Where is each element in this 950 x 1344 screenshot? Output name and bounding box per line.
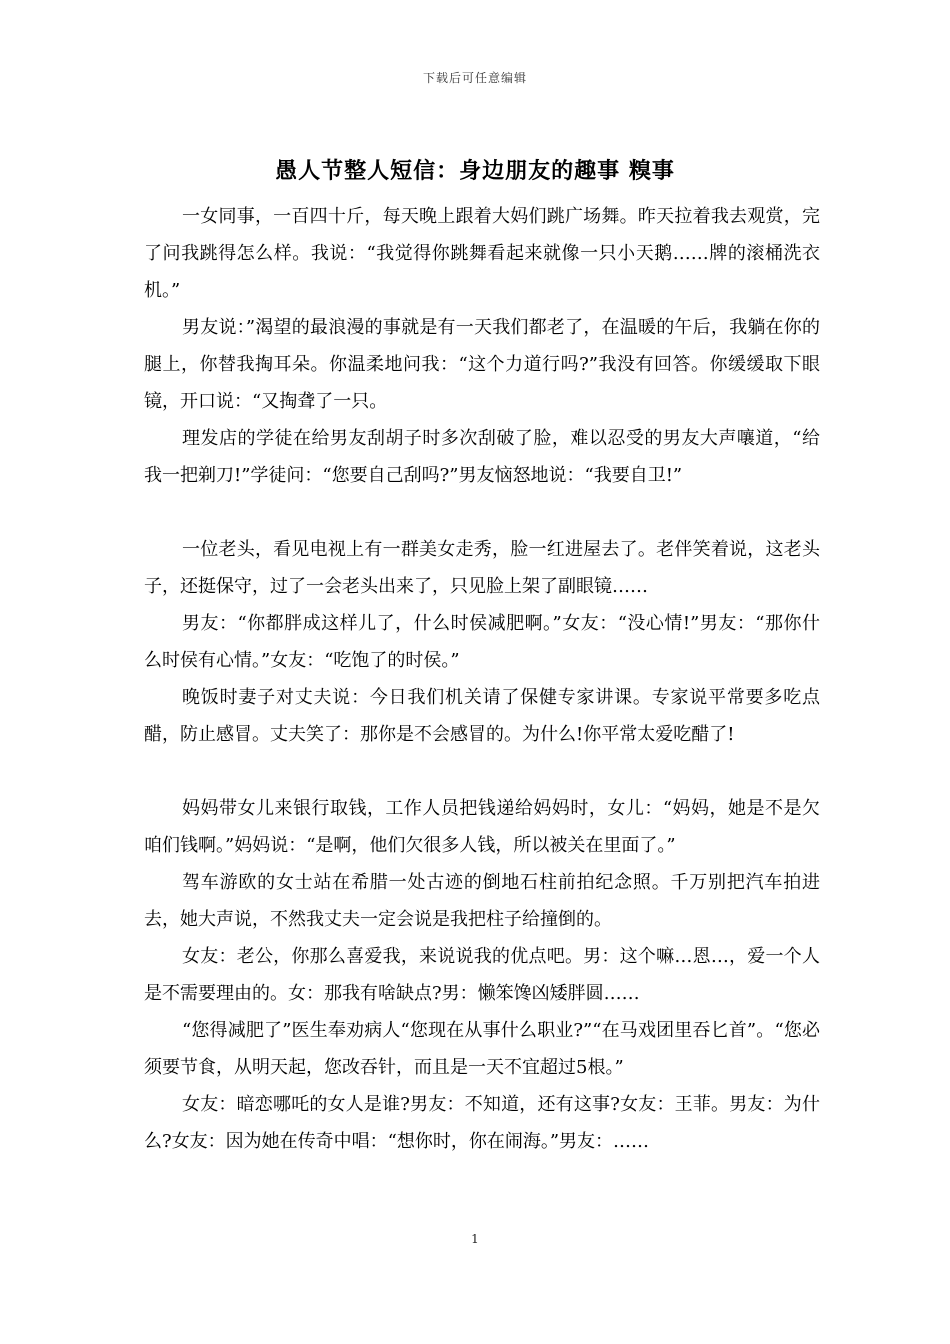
paragraph: 男友说：”渴望的最浪漫的事就是有一天我们都老了，在温暖的午后，我躺在你的腿上，你替我掏耳朵。你温柔地问我：“这个力道行吗?”我没有回答。你缓缓取下眼镜，开口说：“又掏聋了一只。 bbox=[144, 317, 820, 412]
header-note: 下载后可任意编辑 bbox=[422, 71, 527, 85]
document-body bbox=[144, 198, 820, 1160]
paragraph-gap bbox=[144, 753, 820, 790]
paragraph-gap bbox=[144, 494, 820, 531]
paragraph: 妈妈带女儿来银行取钱，工作人员把钱递给妈妈时，女儿：“妈妈，她是不是欠咱们钱啊。”妈妈说：“是啊，他们欠很多人钱，所以被关在里面了。” bbox=[144, 798, 820, 856]
paragraph: 女友：老公，你那么喜爱我，来说说我的优点吧。男：这个嘛…恩…，爱一个人是不需要理由的。女：那我有啥缺点?男：懒笨馋凶矮胖圆…… bbox=[144, 946, 820, 1004]
paragraph: 晚饭时妻子对丈夫说：今日我们机关请了保健专家讲课。专家说平常要多吃点醋，防止感冒。丈夫笑了：那你是不会感冒的。为什么!你平常太爱吃醋了! bbox=[144, 687, 820, 745]
page-number: 1 bbox=[471, 1232, 479, 1246]
paragraph: 男友：“你都胖成这样儿了，什么时侯减肥啊。”女友：“没心情!”男友：“那你什么时侯有心情。”女友：“吃饱了的时侯。” bbox=[144, 613, 820, 671]
paragraph: 理发店的学徒在给男友刮胡子时多次刮破了脸，难以忍受的男友大声嚷道，“给我一把剃刀!”学徒问：“您要自己刮吗?”男友恼怒地说：“我要自卫!” bbox=[144, 428, 820, 486]
paragraph: 一位老头，看见电视上有一群美女走秀，脸一红进屋去了。老伴笑着说，这老头子，还挺保守，过了一会老头出来了，只见脸上架了副眼镜…… bbox=[144, 539, 820, 597]
paragraph: “您得减肥了”医生奉劝病人“您现在从事什么职业?”“在马戏团里吞匕首”。“您必须要节食，从明天起，您改吞针，而且是一天不宜超过5根。” bbox=[144, 1020, 820, 1078]
paragraph: 一女同事，一百四十斤，每天晚上跟着大妈们跳广场舞。昨天拉着我去观赏，完了问我跳得怎么样。我说：“我觉得你跳舞看起来就像一只小天鹅……牌的滚桶洗衣机。” bbox=[144, 206, 820, 301]
paragraph: 女友：暗恋哪吒的女人是谁?男友：不知道，还有这事?女友：王菲。男友：为什么?女友：因为她在传奇中唱：“想你时，你在闹海。”男友：…… bbox=[144, 1094, 820, 1152]
paragraph: 驾车游欧的女士站在希腊一处古迹的倒地石柱前拍纪念照。千万别把汽车拍进去，她大声说，不然我丈夫一定会说是我把柱子给撞倒的。 bbox=[144, 872, 820, 930]
document-title: 愚人节整人短信：身边朋友的趣事 糗事 bbox=[275, 158, 675, 184]
